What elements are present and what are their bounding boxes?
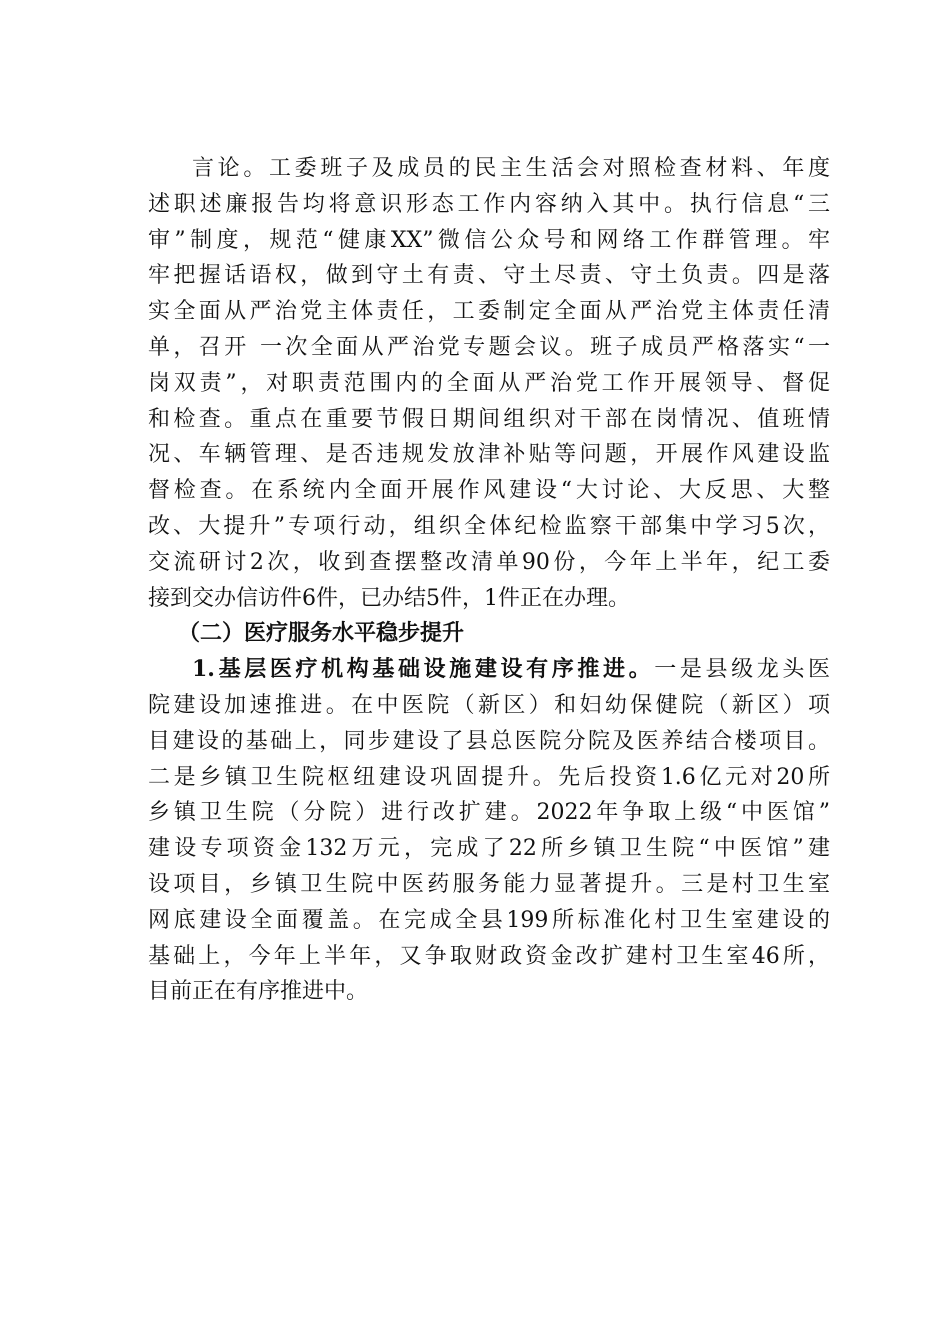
text-line: 目前正在有序推进中。: [148, 979, 369, 1005]
text-line: [148, 652, 830, 688]
text-line: 基础上，今年上半年，又争取财政资金改扩建村卫生室46所，: [148, 943, 830, 969]
text-line: 乡镇卫生院（分院）进行改扩建。2022年争取上级“中医馆”: [148, 800, 830, 826]
text-line: 网底建设全面覆盖。在完成全县199所标准化村卫生室建设的: [148, 907, 830, 933]
text-line: 况、车辆管理、是否违规发放津补贴等问题，开展作风建设监: [148, 442, 830, 468]
text-line: 交流研讨2次，收到查摆整改清单90份，今年上半年，纪工委: [148, 549, 830, 575]
text-line: 述职述廉报告均将意识形态工作内容纳入其中。执行信息“三: [148, 191, 830, 217]
subheading-bold: 1.基层医疗机构基础设施建设有序推进。: [192, 656, 655, 683]
text-line: 岗双责”，对职责范围内的全面从严治党工作开展领导、督促: [148, 370, 830, 396]
section-heading: （二）医疗服务水平稳步提升: [178, 620, 465, 647]
text-line: 二是乡镇卫生院枢纽建设巩固提升。先后投资1.6亿元对20所: [148, 764, 830, 790]
text-line: 言论。工委班子及成员的民主生活会对照检查材料、年度: [192, 156, 830, 181]
text-run: 一是县级龙头医: [654, 657, 830, 683]
text-line: 审”制度，规范“健康XX”微信公众号和网络工作群管理。牢: [148, 227, 830, 253]
text-line: 改、大提升”专项行动，组织全体纪检监察干部集中学习5次，: [148, 513, 830, 539]
document-body: [148, 151, 830, 1010]
text-line: 和检查。重点在重要节假日期间组织对干部在岗情况、值班情: [148, 406, 830, 432]
text-line: 实全面从严治党主体责任，工委制定全面从严治党主体责任清: [148, 299, 830, 325]
text-line: 督检查。在系统内全面开展作风建设“大讨论、大反思、大整: [148, 478, 830, 504]
text-line: 院建设加速推进。在中医院（新区）和妇幼保健院（新区）项: [148, 692, 830, 718]
text-line: 目建设的基础上，同步建设了县总医院分院及医养结合楼项目。: [148, 728, 830, 754]
paragraph-medical-infrastructure: [148, 652, 830, 1010]
paragraph-party-discipline: [148, 151, 830, 616]
text-line: 建设专项资金132万元，完成了22所乡镇卫生院“中医馆”建: [148, 836, 830, 862]
text-line: 牢把握话语权，做到守土有责、守土尽责、守土负责。四是落: [148, 263, 830, 289]
text-line: 接到交办信访件6件，已办结5件，1件正在办理。: [148, 585, 630, 611]
text-line: 设项目，乡镇卫生院中医药服务能力显著提升。三是村卫生室: [148, 871, 830, 897]
text-line: 单，召开 一次全面从严治党专题会议。班子成员严格落实“一: [148, 334, 830, 360]
